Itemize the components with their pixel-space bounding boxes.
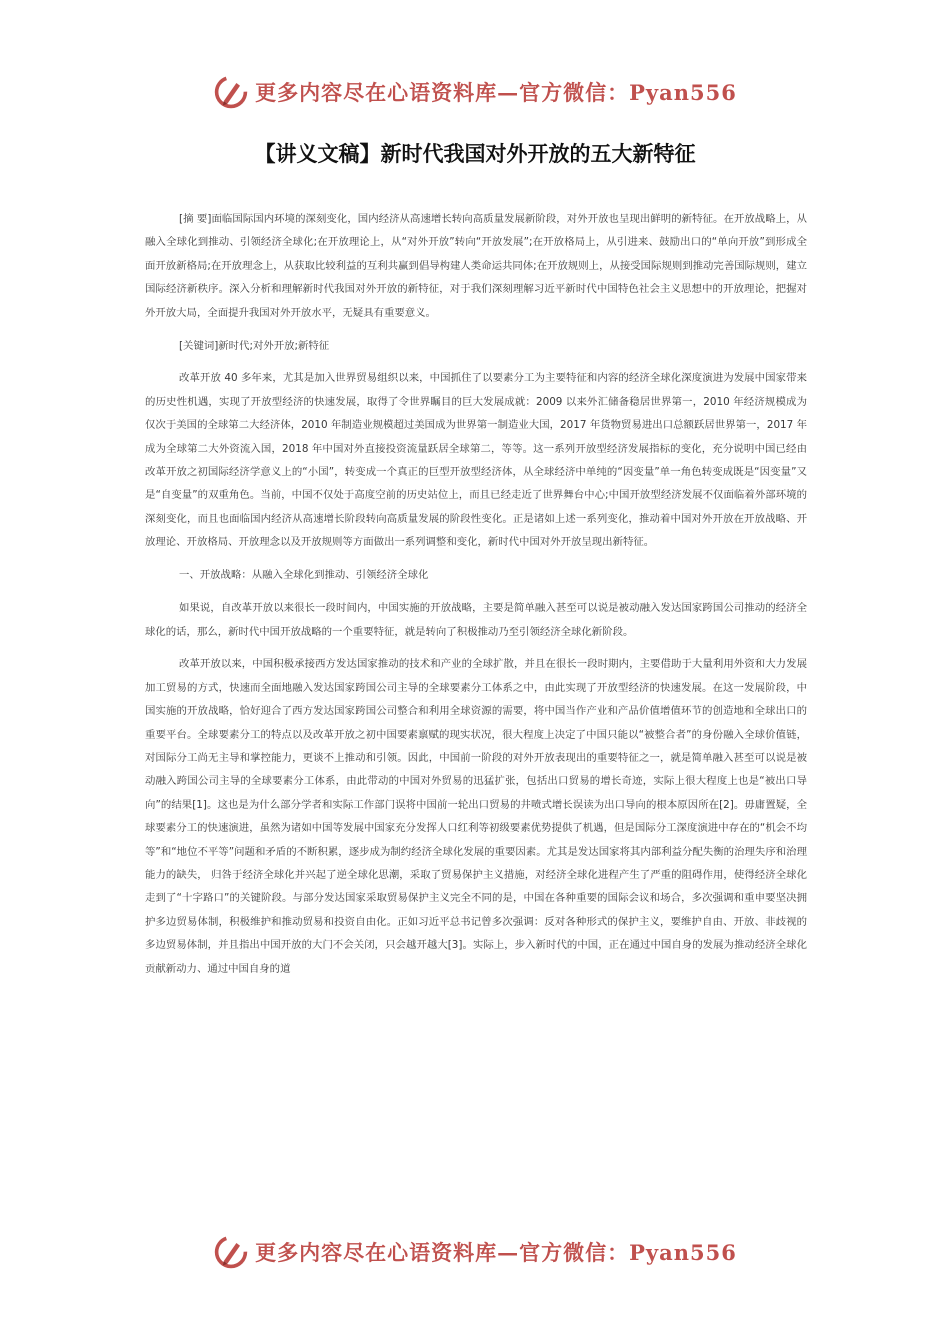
body-paragraph: 改革开放以来，中国积极承接西方发达国家推动的技术和产业的全球扩散，并且在很长一段时期内，主要借助于大量利用外资和大力发展加工贸易的方式，快速而全面地融入发达国家跨国公司主导的全球要素分工体系之中，由此实现了开放型经济的快速发展。在这一发展阶段，中国实施的开放战略，恰好迎合了西方发达国家跨国公司整合和利用全球资源的需要，将中国当作产业和产品价值增值环节的创造地和全球出口的重要平台。全球要素分工的特点以及改革开放之初中国要素禀赋的现实状况，很大程度上决定了中国只能以“被整合者”的身份融入全球价值链，对国际分工尚无主导和掌控能力，更谈不上推动和引领。因此，中国前一阶段的对外开放表现出的重要特征之一，就是简单融入甚至可以说是被动融入跨国公司主导的全球要素分工体系，由此带动的中国对外贸易的迅猛扩张，包括出口贸易的增长奇迹，实际上很大程度上也是“被出口导向”的结果[1]。这也是为什么部分学者和实际工作部门误将中国前一轮出口贸易的井喷式增长误读为出口导向的根本原因所在[2]。毋庸置疑，全球要素分工的快速演进，虽然为诸如中国等发展中国家充分发挥人口红利等初级要素优势提供了机遇，但是国际分工深度演进中存在的“机会不均等”和“地位不平等”问题和矛盾的不断积累，逐步成为制约经济全球化发展的重要因素。尤其是发达国家将其内部利益分配失衡的治理失序和治理能力的缺失， 归咎于经济全球化并兴起了逆全球化思潮，采取了贸易保护主义措施，对经济全球化进程产生了严重的阻碍作用，使得经济全球化走到了“十字路口”的关键阶段。与部分发达国家采取贸易保护主义完全不同的是，中国在各种重要的国际会议和场合，多次强调和重申要坚决拥护多边贸易体制，积极维护和推动贸易和投资自由化。正如习近平总书记曾多次强调：反对各种形式的保护主义，要维护自由、开放、非歧视的多边贸易体制，并且指出中国开放的大门不会关闭，只会越开越大[3]。实际上，步入新时代的中国，正在通过中国自身的发展为推动经济全球化贡献新动力、通过中国自身的道 [145,658,807,975]
keywords-paragraph: [关键词]新时代;对外开放;新特征 [179,339,330,352]
header-banner-text: 更多内容尽在心语资料库—官方微信：Pyan556 [255,80,737,105]
document-title: 【讲义文稿】新时代我国对外开放的五大新特征 [254,142,696,166]
pen-logo-icon [213,1234,249,1270]
footer-banner [0,1232,950,1272]
body-paragraph: 如果说，自改革开放以来很长一段时间内，中国实施的开放战略，主要是简单融入甚至可以说是被动融入发达国家跨国公司推动的经济全球化的话，那么，新时代中国开放战略的一个重要特征，就是转向了积极推动乃至引领经济全球化新阶段。 [145,602,807,638]
header-banner [0,72,950,112]
abstract-paragraph: [摘 要]面临国际国内环境的深刻变化，国内经济从高速增长转向高质量发展新阶段，对外开放也呈现出鲜明的新特征。在开放战略上，从融入全球化到推动、引领经济全球化;在开放理论上，从“对外开放”转向“开放发展”;在开放格局上，从引进来、鼓励出口的“单向开放”到形成全面开放新格局;在开放理念上，从获取比较利益的互利共赢到倡导构建人类命运共同体;在开放规则上，从接受国际规则到推动完善国际规则，建立国际经济新秩序。深入分析和理解新时代我国对外开放的新特征，对于我们深刻理解习近平新时代中国特色社会主义思想中的开放理论，把握对外开放大局，全面提升我国对外开放水平，无疑具有重要意义。 [145,213,807,319]
footer-banner-text: 更多内容尽在心语资料库—官方微信：Pyan556 [255,1240,737,1265]
pen-logo-icon [213,74,249,110]
intro-paragraph: 改革开放 40 多年来，尤其是加入世界贸易组织以来，中国抓住了以要素分工为主要特征和内容的经济全球化深度演进为发展中国家带来的历史性机遇，实现了开放型经济的快速发展，取得了令世界瞩目的巨大发展成就：2009 以来外汇储备稳居世界第一，2010 年经济规模成为仅次于美国的全球第二大经济体，2010 年制造业规模超过美国成为世界第一制造业大国，2017 年货物贸易进出口总额跃居世界第一，2017 年成为全球第二大外资流入国，2018 年中国对外直接投资流量跃居全球第二，等等。这一系列开放型经济发展指标的变化，充分说明中国已经由改革开放之初国际经济学意义上的“小国”，转变成一个真正的巨型开放型经济体，从全球经济中单纯的“因变量”单一角色转变成既是“因变量”又是“自变量”的双重角色。当前，中国不仅处于高度空前的历史站位上，而且已经走近了世界舞台中心;中国开放型经济发展不仅面临着外部环境的深刻变化，而且也面临国内经济从高速增长阶段转向高质量发展的阶段性变化。正是诸如上述一系列变化，推动着中国对外开放在开放战略、开放理论、开放格局、开放理念以及开放规则等方面做出一系列调整和变化，新时代中国对外开放呈现出新特征。 [145,372,807,549]
section-heading: 一、开放战略：从融入全球化到推动、引领经济全球化 [179,569,429,582]
document-body [145,208,807,991]
